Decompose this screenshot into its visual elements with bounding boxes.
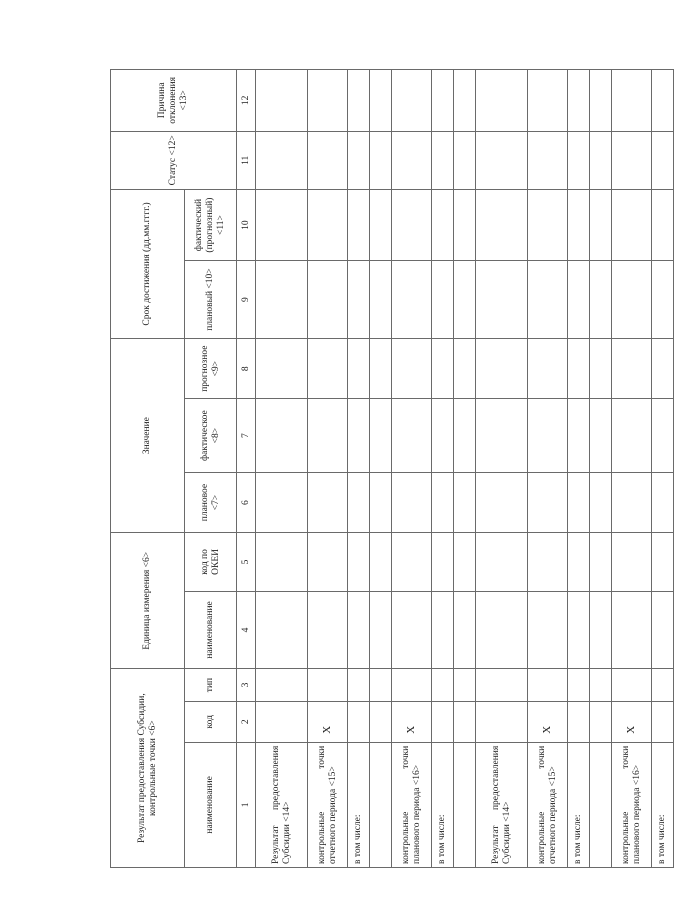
empty-cell (454, 189, 476, 260)
col-actual-header: фактическое <8> (185, 399, 237, 472)
empty-cell (370, 70, 392, 132)
row-code-cell (652, 701, 674, 742)
empty-cell (528, 533, 568, 591)
empty-cell (612, 131, 652, 189)
column-number: 3 (237, 669, 256, 701)
table-row (432, 70, 454, 868)
table-row (454, 70, 476, 868)
empty-cell (528, 591, 568, 669)
result-group-header: Результат предоставления Субсидии, контрольные точки <6> (111, 669, 185, 868)
row-name-cell: Результат предоставления Субсидии <14> (256, 742, 308, 867)
table-row (348, 70, 370, 868)
empty-cell (652, 261, 674, 339)
empty-cell (652, 189, 674, 260)
empty-cell (308, 472, 348, 532)
empty-cell (392, 189, 432, 260)
empty-cell (652, 533, 674, 591)
row-code-cell: X (612, 701, 652, 742)
column-number: 9 (237, 261, 256, 339)
empty-cell (590, 533, 612, 591)
unit-group-header: Единица измерения <6> (111, 533, 185, 669)
empty-cell (612, 533, 652, 591)
empty-cell (256, 338, 308, 398)
empty-cell (256, 399, 308, 472)
row-code-cell (454, 701, 476, 742)
empty-cell (432, 591, 454, 669)
empty-cell (652, 591, 674, 669)
row-name-cell: в том числе: (652, 742, 674, 867)
empty-cell (454, 399, 476, 472)
empty-cell (370, 669, 392, 701)
col-type-header: тип (185, 669, 237, 701)
row-code-cell: X (528, 701, 568, 742)
table-row (308, 70, 348, 868)
empty-cell (528, 70, 568, 132)
empty-cell (392, 472, 432, 532)
row-name-cell (590, 742, 612, 867)
table-row (476, 70, 528, 868)
row-name-cell: в том числе: (432, 742, 454, 867)
empty-cell (348, 189, 370, 260)
empty-cell (476, 70, 528, 132)
empty-cell (348, 261, 370, 339)
empty-cell (454, 70, 476, 132)
col-name-header: наименование (185, 742, 237, 867)
table-row (256, 70, 308, 868)
empty-cell (612, 338, 652, 398)
empty-cell (432, 70, 454, 132)
empty-cell (590, 338, 612, 398)
empty-cell (348, 533, 370, 591)
empty-cell (256, 533, 308, 591)
col-unit-name-header: наименование (185, 591, 237, 669)
empty-cell (348, 472, 370, 532)
empty-cell (568, 591, 590, 669)
empty-cell (392, 591, 432, 669)
empty-cell (392, 70, 432, 132)
empty-cell (370, 189, 392, 260)
empty-cell (476, 399, 528, 472)
empty-cell (612, 261, 652, 339)
empty-cell (590, 472, 612, 532)
table-row (568, 70, 590, 868)
empty-cell (652, 472, 674, 532)
empty-cell (370, 131, 392, 189)
empty-cell (454, 261, 476, 339)
row-name-cell: контрольные точки планового периода <16> (392, 742, 432, 867)
empty-cell (568, 70, 590, 132)
header-row-2 (185, 70, 237, 868)
empty-cell (392, 399, 432, 472)
empty-cell (392, 261, 432, 339)
empty-cell (568, 261, 590, 339)
empty-cell (348, 669, 370, 701)
empty-cell (612, 189, 652, 260)
row-name-cell (454, 742, 476, 867)
empty-cell (568, 131, 590, 189)
empty-cell (590, 399, 612, 472)
empty-cell (432, 261, 454, 339)
row-name-cell: в том числе: (568, 742, 590, 867)
row-code-cell (590, 701, 612, 742)
empty-cell (256, 131, 308, 189)
empty-cell (348, 591, 370, 669)
empty-cell (476, 533, 528, 591)
empty-cell (432, 131, 454, 189)
empty-cell (454, 131, 476, 189)
column-number: 12 (237, 70, 256, 132)
status-header: Статус <12> (111, 131, 237, 189)
column-number: 6 (237, 472, 256, 532)
table-row (528, 70, 568, 868)
empty-cell (454, 591, 476, 669)
document-page (110, 69, 668, 868)
col-okei-header: код по ОКЕИ (185, 533, 237, 591)
column-number: 5 (237, 533, 256, 591)
empty-cell (308, 70, 348, 132)
empty-cell (432, 669, 454, 701)
empty-cell (476, 472, 528, 532)
empty-cell (256, 261, 308, 339)
col-code-header: код (185, 701, 237, 742)
empty-cell (476, 261, 528, 339)
reasons-header: Причина отклонения <13> (111, 70, 237, 132)
table-body (256, 70, 674, 868)
empty-cell (432, 338, 454, 398)
row-code-cell: X (392, 701, 432, 742)
term-group-header: Срок достижения (дд.мм.гггг.) (111, 189, 185, 338)
empty-cell (652, 338, 674, 398)
empty-cell (568, 338, 590, 398)
column-number: 10 (237, 189, 256, 260)
empty-cell (568, 189, 590, 260)
table-row (392, 70, 432, 868)
empty-cell (476, 131, 528, 189)
empty-cell (348, 131, 370, 189)
empty-cell (432, 399, 454, 472)
header-row-1 (111, 70, 185, 868)
empty-cell (308, 338, 348, 398)
empty-cell (590, 261, 612, 339)
empty-cell (392, 669, 432, 701)
empty-cell (348, 70, 370, 132)
empty-cell (256, 591, 308, 669)
empty-cell (568, 669, 590, 701)
col-planned-header: плановое <7> (185, 472, 237, 532)
empty-cell (370, 399, 392, 472)
empty-cell (454, 472, 476, 532)
empty-cell (370, 261, 392, 339)
value-group-header: Значение (111, 338, 185, 532)
empty-cell (308, 533, 348, 591)
empty-cell (256, 669, 308, 701)
table-row (590, 70, 612, 868)
col-term-planned-header: плановый <10> (185, 261, 237, 339)
empty-cell (528, 399, 568, 472)
column-number-row (237, 70, 256, 868)
empty-cell (652, 669, 674, 701)
row-code-cell (256, 701, 308, 742)
empty-cell (308, 669, 348, 701)
empty-cell (256, 70, 308, 132)
column-number: 2 (237, 701, 256, 742)
row-name-cell: в том числе: (348, 742, 370, 867)
column-number: 8 (237, 338, 256, 398)
empty-cell (454, 533, 476, 591)
empty-cell (528, 472, 568, 532)
column-number: 4 (237, 591, 256, 669)
row-code-cell (370, 701, 392, 742)
empty-cell (612, 472, 652, 532)
empty-cell (392, 338, 432, 398)
row-name-cell: контрольные точки планового периода <16> (612, 742, 652, 867)
table-row (370, 70, 392, 868)
empty-cell (370, 533, 392, 591)
empty-cell (476, 189, 528, 260)
row-name-cell: контрольные точки отчетного периода <15> (308, 742, 348, 867)
table-row (612, 70, 652, 868)
empty-cell (476, 338, 528, 398)
empty-cell (370, 338, 392, 398)
results-table (110, 69, 674, 868)
table-row (652, 70, 674, 868)
empty-cell (528, 189, 568, 260)
empty-cell (612, 591, 652, 669)
empty-cell (392, 533, 432, 591)
empty-cell (308, 261, 348, 339)
empty-cell (476, 669, 528, 701)
column-number: 11 (237, 131, 256, 189)
empty-cell (256, 472, 308, 532)
empty-cell (590, 131, 612, 189)
empty-cell (348, 399, 370, 472)
row-code-cell (568, 701, 590, 742)
empty-cell (308, 591, 348, 669)
empty-cell (392, 131, 432, 189)
empty-cell (612, 669, 652, 701)
empty-cell (590, 189, 612, 260)
empty-cell (590, 70, 612, 132)
empty-cell (348, 338, 370, 398)
empty-cell (432, 472, 454, 532)
col-forecast-header: прогнозное <9> (185, 338, 237, 398)
empty-cell (432, 533, 454, 591)
empty-cell (590, 591, 612, 669)
empty-cell (590, 669, 612, 701)
empty-cell (454, 669, 476, 701)
empty-cell (528, 131, 568, 189)
row-name-cell (370, 742, 392, 867)
empty-cell (308, 189, 348, 260)
row-code-cell (348, 701, 370, 742)
empty-cell (308, 131, 348, 189)
empty-cell (256, 189, 308, 260)
row-name-cell: Результат предоставления Субсидии <14> (476, 742, 528, 867)
row-name-cell: контрольные точки отчетного периода <15> (528, 742, 568, 867)
row-code-cell: X (308, 701, 348, 742)
empty-cell (528, 261, 568, 339)
empty-cell (568, 533, 590, 591)
row-code-cell (476, 701, 528, 742)
empty-cell (652, 399, 674, 472)
empty-cell (432, 189, 454, 260)
rotated-table-container (110, 69, 668, 868)
empty-cell (652, 70, 674, 132)
empty-cell (370, 591, 392, 669)
empty-cell (476, 591, 528, 669)
empty-cell (528, 338, 568, 398)
row-code-cell (432, 701, 454, 742)
col-term-actual-header: фактический (прогнозный) <11> (185, 189, 237, 260)
empty-cell (612, 70, 652, 132)
empty-cell (370, 472, 392, 532)
column-number: 7 (237, 399, 256, 472)
empty-cell (568, 399, 590, 472)
empty-cell (612, 399, 652, 472)
empty-cell (308, 399, 348, 472)
empty-cell (652, 131, 674, 189)
column-number: 1 (237, 742, 256, 867)
empty-cell (528, 669, 568, 701)
empty-cell (454, 338, 476, 398)
empty-cell (568, 472, 590, 532)
